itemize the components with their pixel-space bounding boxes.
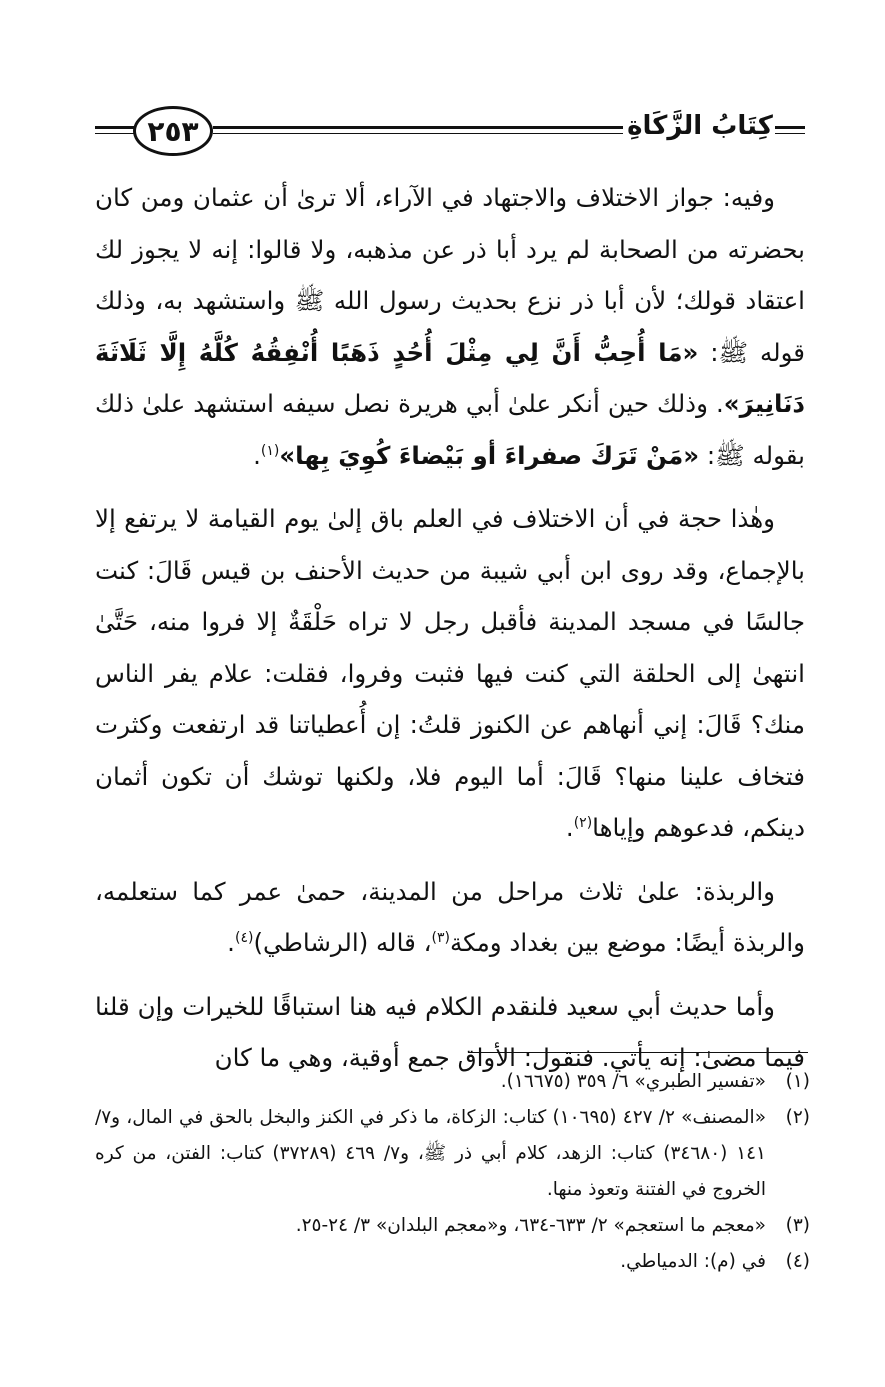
footnote-number: (٤) (785, 1251, 810, 1272)
footnote-ref: (٣) (431, 929, 450, 946)
footnote (95, 1064, 810, 1100)
page-header (95, 100, 805, 160)
text-run: والربذة: علىٰ ثلاث مراحل من المدينة، حمىٰ عمر كما ستعلمه، والربذة أيضًا: موضع بين بغداد ومكة (95, 876, 805, 957)
text-run: . (565, 813, 574, 842)
header-rule (213, 133, 623, 134)
body-paragraph (95, 493, 805, 854)
body-paragraph (95, 172, 805, 481)
header-rule (775, 133, 805, 134)
header-rule (775, 126, 805, 129)
footnote-ref: (٤) (234, 929, 254, 946)
chapter-title: كِتَابُ الزَّكَاةِ (627, 111, 773, 141)
header-rule (95, 126, 135, 129)
header-rule (213, 126, 623, 129)
footnote-ref: (١) (260, 442, 280, 459)
footnotes (95, 1064, 810, 1280)
header-rule (95, 133, 135, 134)
footnote-number: (٣) (785, 1215, 810, 1236)
footnote-number: (١) (785, 1071, 810, 1092)
hadith-quote: «مَا أُحِبُّ أَنَّ لِي مِثْلَ أُحُدٍ ذَهَبًا أُنْفِقُهُ كُلَّهُ إِلَّا ثَلَاثَةَ دَنَانِيرَ» (95, 337, 805, 418)
page-number: ٢٥٣ (147, 114, 199, 148)
text-run: . (227, 928, 235, 957)
footnote-separator (468, 1052, 808, 1053)
footnote-text: «المصنف» ٢/ ٤٢٧ (١٠٦٩٥) كتاب: الزكاة، ما ذكر في الكنز والبخل بالحق في المال، و٧/ ١٤١ (٣٤٦٨٠) كتاب: الزهد، كلام أبي ذر ﷺ، و٧/ ٤٦٩ (٣٧٢٨٩) كتاب: الفتن، من كره الخروج في الفتنة وتعوذ منها. (95, 1107, 767, 1200)
page-number-badge (133, 106, 213, 156)
text-run: وفيه: جواز الاختلاف والاجتهاد في الآراء، ألا ترىٰ أن عثمان ومن كان بحضرته من الصحابة لم يرد أبا ذر عن مذهبه، ولا قالوا: إنه لا يجوز لك اعتقاد قولك؛ لأن أبا ذر نزع بحديث رسول الله ﷺ واستشهد به، وذلك قوله ﷺ: (95, 183, 805, 367)
footnote (95, 1244, 810, 1280)
footnote (95, 1208, 810, 1244)
text-run: وهٰذا حجة في أن الاختلاف في العلم باق إلىٰ يوم القيامة لا يرتفع إلا بالإجماع، وقد روى ابن أبي شيبة من حديث الأحنف بن قيس قَالَ: كنت جالسًا في مسجد المدينة فأقبل رجل لا تراه حَلْقَةٌ إلا فروا منه، حَتَّىٰ انتهىٰ إلى الحلقة التي كنت فيها فثبت وفروا، فقلت: علام يفر الناس منك؟ قَالَ: إني أنهاهم عن الكنوز قلتُ: إن أُعطياتنا قد ارتفعت وكثرت فتخاف علينا منها؟ قَالَ: أما اليوم فلا، ولكنها توشك أن تكون أثمان دينكم، فدعوهم وإياها (95, 504, 805, 842)
text-run: وأما حديث أبي سعيد فلنقدم الكلام فيه هنا استباقًا للخيرات وإن قلنا فيما مضىٰ: إنه يأتي. فنقول: الأواق جمع أوقية، وهي ما كان (95, 991, 805, 1072)
main-text (95, 172, 805, 1084)
text-run: ، قاله (الرشاطي) (253, 928, 432, 957)
footnote-text: في (م): الدمياطي. (620, 1251, 766, 1272)
body-paragraph (95, 866, 805, 969)
footnote-text: «معجم ما استعجم» ٢/ ٦٣٣-٦٣٤، و«معجم البلدان» ٣/ ٢٤-٢٥. (295, 1215, 766, 1236)
text-run: . وذلك حين أنكر علىٰ أبي هريرة نصل سيفه استشهد علىٰ ذلك بقوله ﷺ: (95, 389, 805, 470)
hadith-quote: «مَنْ تَرَكَ صفراءَ أو بَيْضاءَ كُوِيَ بِها» (279, 440, 700, 470)
text-run: . (253, 440, 261, 470)
footnote-text: «تفسير الطبري» ٦/ ٣٥٩ (١٦٦٧٥). (500, 1071, 766, 1092)
footnote (95, 1100, 810, 1208)
footnote-number: (٢) (785, 1107, 810, 1128)
footnote-ref: (٢) (573, 814, 593, 831)
